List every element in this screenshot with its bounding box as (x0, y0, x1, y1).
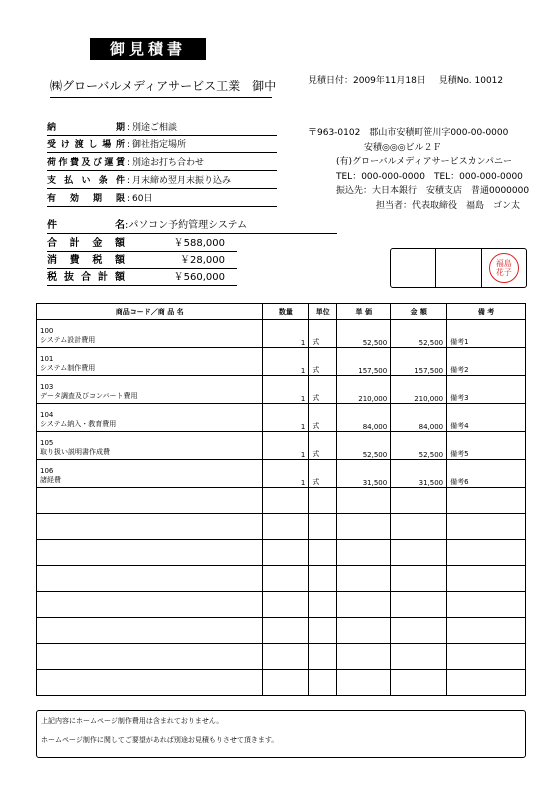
info-label: 荷作費及び運賃 (47, 158, 125, 168)
note-cell: 備考4 (447, 404, 526, 432)
table-row-empty (37, 592, 526, 618)
info-label: 有効期限 (47, 194, 125, 204)
info-value: 60日 (132, 194, 153, 204)
subject: 件 名:パソコン予約管理システム (47, 218, 337, 234)
item-cell: 104 システム納入・教育費用 (37, 404, 263, 432)
item-cell: 106 諸経費 (37, 460, 263, 488)
note-cell: 備考1 (447, 320, 526, 348)
amount-value: ￥560,000 (173, 272, 225, 283)
amount-pretax (47, 270, 237, 286)
client-name: ㈱グローバルメディアサービス工業 御中 (50, 77, 272, 98)
price-cell: 52,500 (337, 320, 391, 348)
table-row (37, 320, 526, 348)
seal-text: 福島 花子 (495, 259, 512, 277)
seal-stamp-icon (489, 253, 519, 283)
info-value: 別途お打ち合わせ (132, 158, 205, 168)
info-delivery: 納 期 : 別途ご相談 (47, 121, 277, 136)
document-title: 御見積書 (90, 38, 206, 60)
info-value: 御社指定場所 (132, 140, 187, 150)
table-row-empty (37, 514, 526, 540)
qty-cell: 1 (263, 348, 309, 376)
quote-number: 見積No. 10012 (438, 76, 504, 86)
table-row (37, 348, 526, 376)
amount-total (47, 236, 237, 252)
sender-phone: TEL：000-000-0000 TEL：000-000-0000 (336, 171, 523, 182)
sender-contact: 担当者：代表取締役 福島 ゴン太 (376, 200, 521, 211)
stamp-boxes (390, 248, 527, 288)
amount-value: ￥28,000 (180, 255, 225, 266)
table-row (37, 376, 526, 404)
remark-line: 上記内容にホームページ制作費用は含まれておりません。 (41, 717, 224, 725)
info-validity: 有効期限 : 60日 (47, 192, 277, 207)
unit-cell: 式 (309, 432, 337, 460)
remarks-box (36, 710, 526, 758)
amount-cell: 84,000 (391, 404, 447, 432)
amount-cell: 31,500 (391, 460, 447, 488)
item-cell: 103 データ調査及びコンバート費用 (37, 376, 263, 404)
unit-cell: 式 (309, 348, 337, 376)
note-cell: 備考6 (447, 460, 526, 488)
stamp-box (391, 249, 436, 287)
info-label: 受け渡し場所 (47, 140, 125, 150)
table-header-row (37, 304, 526, 320)
table-row (37, 432, 526, 460)
info-value: 別途ご相談 (132, 123, 178, 133)
sender-block (308, 126, 529, 213)
unit-cell: 式 (309, 320, 337, 348)
qty-cell: 1 (263, 460, 309, 488)
col-header-price: 単 価 (337, 304, 391, 320)
remark-line: ホームページ制作に関してご要望があれば別途お見積もりさせて頂きます。 (41, 736, 279, 744)
info-payment: 支払い条件 : 月末締め翌月末振り込み (47, 174, 277, 189)
amount-cell: 157,500 (391, 348, 447, 376)
info-label: 支払い条件 (47, 176, 125, 186)
item-cell: 105 取り扱い説明書作成費 (37, 432, 263, 460)
item-cell: 100 システム設計費用 (37, 320, 263, 348)
stamp-box (436, 249, 481, 287)
amount-cell: 52,500 (391, 320, 447, 348)
price-cell: 84,000 (337, 404, 391, 432)
items-table (36, 303, 526, 696)
unit-cell: 式 (309, 376, 337, 404)
table-row (37, 404, 526, 432)
table-row-empty (37, 566, 526, 592)
amount-tax (47, 253, 237, 269)
col-header-qty: 数量 (263, 304, 309, 320)
amount-label: 税抜合計額 (47, 272, 125, 283)
info-shipping: 荷作費及び運賃 : 別途お打ち合わせ (47, 156, 277, 171)
col-header-item: 商品コード／商 品 名 (37, 304, 263, 320)
table-row (37, 460, 526, 488)
price-cell: 157,500 (337, 348, 391, 376)
qty-cell: 1 (263, 376, 309, 404)
note-cell: 備考3 (447, 376, 526, 404)
amount-label: 消費税額 (47, 255, 125, 266)
info-value: 月末締め翌月末振り込み (132, 176, 232, 186)
subject-value: パソコン予約管理システム (128, 220, 248, 231)
price-cell: 52,500 (337, 432, 391, 460)
amount-label: 合計金額 (47, 238, 125, 249)
note-cell: 備考5 (447, 432, 526, 460)
info-label: 納 期 (47, 123, 125, 133)
note-cell: 備考2 (447, 348, 526, 376)
unit-cell: 式 (309, 404, 337, 432)
issue-date: 見積日付：2009年11月18日 (308, 76, 426, 86)
info-place: 受け渡し場所 : 御社指定場所 (47, 138, 277, 153)
qty-cell: 1 (263, 320, 309, 348)
col-header-unit: 単位 (309, 304, 337, 320)
col-header-note: 備 考 (447, 304, 526, 320)
stamp-box-seal (482, 249, 526, 287)
price-cell: 210,000 (337, 376, 391, 404)
qty-cell: 1 (263, 404, 309, 432)
price-cell: 31,500 (337, 460, 391, 488)
sender-address: 〒963-0102 郡山市安積町笹川字000-00-0000 (308, 128, 509, 138)
table-row-empty (37, 488, 526, 514)
sender-building: 安積◎◎◎ビル２Ｆ (364, 142, 442, 153)
sender-company: (有)グローバルメディアサービスカンパニー (336, 157, 512, 167)
amount-value: ￥588,000 (173, 238, 225, 249)
item-cell: 101 システム制作費用 (37, 348, 263, 376)
table-row-empty (37, 618, 526, 644)
amount-cell: 52,500 (391, 432, 447, 460)
amount-cell: 210,000 (391, 376, 447, 404)
table-row-empty (37, 670, 526, 696)
sender-bank: 振込先：大日本銀行 安積支店 普通0000000 (336, 186, 530, 196)
subject-label: 件 名 (47, 220, 125, 231)
table-row-empty (37, 540, 526, 566)
qty-cell: 1 (263, 432, 309, 460)
table-row-empty (37, 644, 526, 670)
col-header-amount: 金 額 (391, 304, 447, 320)
unit-cell: 式 (309, 460, 337, 488)
quote-meta (308, 73, 513, 86)
